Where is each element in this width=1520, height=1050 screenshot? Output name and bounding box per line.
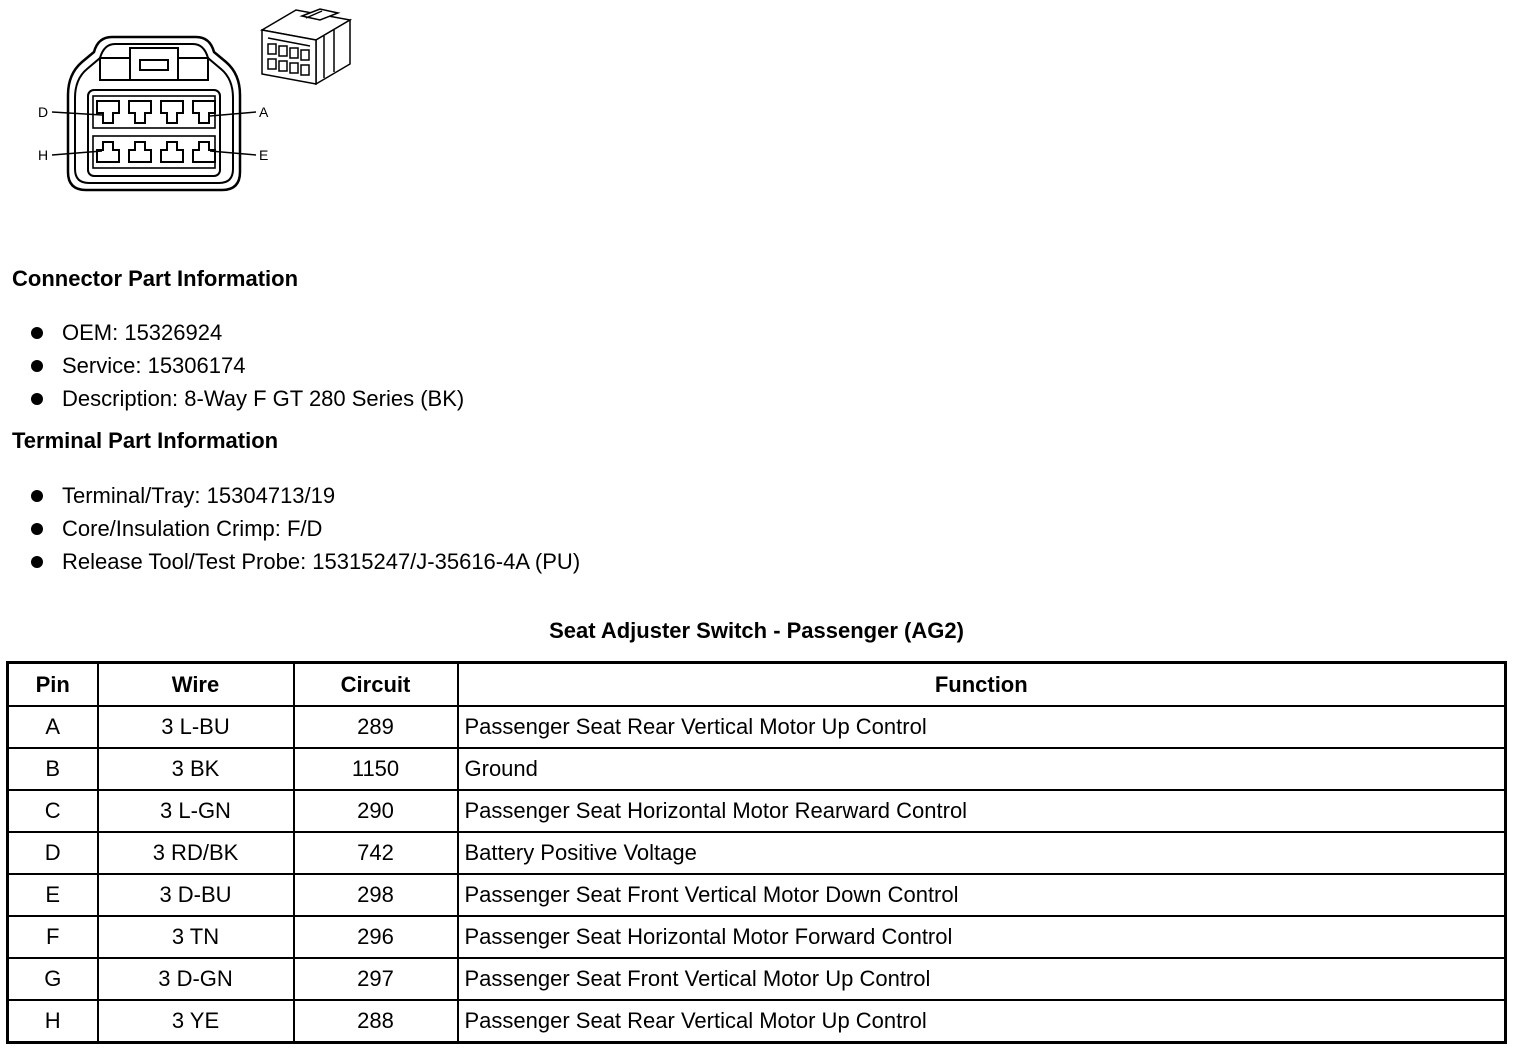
list-item [28, 386, 464, 412]
bottom-row-frame [93, 136, 215, 168]
cell-function: Ground [458, 748, 1506, 790]
bullet-icon [31, 360, 43, 372]
terminal-part-info-heading: Terminal Part Information [12, 428, 279, 453]
cell-wire: 3 RD/BK [98, 832, 294, 874]
list-item [28, 483, 335, 509]
service-part-number: Service: 15306174 [62, 353, 246, 378]
cell-pin: B [8, 748, 98, 790]
leader-line-h [52, 151, 102, 155]
cell-function: Passenger Seat Front Vertical Motor Down Control [458, 874, 1506, 916]
connector-3d-pin-hole [268, 59, 276, 69]
cell-circuit: 290 [294, 790, 458, 832]
core-insulation-crimp: Core/Insulation Crimp: F/D [62, 516, 323, 541]
cell-circuit: 297 [294, 958, 458, 1000]
latch [130, 48, 178, 80]
cavity-frame [88, 90, 220, 176]
cell-wire: 3 BK [98, 748, 294, 790]
pin-label-a: A [259, 104, 269, 120]
bullet-icon [31, 327, 43, 339]
cell-function: Battery Positive Voltage [458, 832, 1506, 874]
cell-wire: 3 D-GN [98, 958, 294, 1000]
cell-circuit: 289 [294, 706, 458, 748]
cell-circuit: 296 [294, 916, 458, 958]
pin-cavity-d [97, 101, 119, 123]
table-body [8, 706, 1506, 1043]
cell-wire: 3 L-GN [98, 790, 294, 832]
list-item [28, 353, 245, 379]
column-header-wire: Wire [98, 663, 294, 707]
pin-label-h: H [38, 147, 49, 163]
cell-wire: 3 YE [98, 1000, 294, 1043]
connector-description: Description: 8-Way F GT 280 Series (BK) [62, 386, 465, 411]
cell-function: Passenger Seat Horizontal Motor Rearward Control [458, 790, 1506, 832]
connector-3d-pin-hole [290, 63, 298, 73]
connector-3d-pin-hole [290, 48, 298, 58]
bullet-icon [31, 490, 43, 502]
pin-label-e: E [259, 147, 269, 163]
cell-pin: D [8, 832, 98, 874]
connector-3d-pin-hole [279, 61, 287, 71]
connector-3d-view [262, 9, 350, 84]
cell-function: Passenger Seat Rear Vertical Motor Up Control [458, 706, 1506, 748]
pin-cavity-c [129, 101, 151, 123]
cell-wire: 3 TN [98, 916, 294, 958]
connector-3d-pin-hole [301, 65, 309, 75]
table-row [8, 748, 1506, 790]
pin-label-d: D [38, 104, 49, 120]
connector-3d-pin-hole [268, 44, 276, 54]
cell-circuit: 288 [294, 1000, 458, 1043]
cell-function: Passenger Seat Horizontal Motor Forward Control [458, 916, 1506, 958]
pin-cavity-b [161, 101, 183, 123]
cell-pin: F [8, 916, 98, 958]
cell-pin: A [8, 706, 98, 748]
bullet-icon [31, 393, 43, 405]
pinout-table [6, 661, 1507, 1044]
pin-cavity-g [129, 142, 151, 162]
oem-part-number: OEM: 15326924 [62, 320, 223, 345]
connector-3d-pin-hole [301, 50, 309, 60]
cell-circuit: 742 [294, 832, 458, 874]
pin-cavity-f [161, 142, 183, 162]
connector-part-info-heading: Connector Part Information [12, 266, 299, 291]
connector-face-diagram [0, 0, 370, 200]
bullet-icon [31, 523, 43, 535]
table-row [8, 874, 1506, 916]
table-row [8, 1000, 1506, 1043]
table-row [8, 958, 1506, 1000]
leader-line-d [52, 112, 102, 115]
release-tool-test-probe: Release Tool/Test Probe: 15315247/J-35616-4A (PU) [62, 549, 581, 574]
table-row [8, 706, 1506, 748]
column-header-function: Function [458, 663, 1506, 707]
bullet-icon [31, 556, 43, 568]
pin-cavity-h [97, 142, 119, 162]
table-row [8, 916, 1506, 958]
pin-cavity-e [193, 142, 215, 162]
cell-pin: G [8, 958, 98, 1000]
table-header-row [8, 663, 1506, 707]
cell-pin: H [8, 1000, 98, 1043]
column-header-circuit: Circuit [294, 663, 458, 707]
table-header [8, 663, 1506, 707]
cell-circuit: 298 [294, 874, 458, 916]
cell-pin: C [8, 790, 98, 832]
table-row [8, 790, 1506, 832]
connector-3d-pin-hole [279, 46, 287, 56]
cell-wire: 3 L-BU [98, 706, 294, 748]
list-item [28, 320, 222, 346]
cell-circuit: 1150 [294, 748, 458, 790]
table-row [8, 832, 1506, 874]
list-item [28, 549, 580, 575]
list-item [28, 516, 322, 542]
terminal-tray: Terminal/Tray: 15304713/19 [62, 483, 336, 508]
cell-function: Passenger Seat Rear Vertical Motor Up Control [458, 1000, 1506, 1043]
table-caption: Seat Adjuster Switch - Passenger (AG2) [549, 618, 964, 643]
pin-cavity-a [193, 101, 215, 123]
column-header-pin: Pin [8, 663, 98, 707]
cell-wire: 3 D-BU [98, 874, 294, 916]
cell-function: Passenger Seat Front Vertical Motor Up Control [458, 958, 1506, 1000]
cell-pin: E [8, 874, 98, 916]
